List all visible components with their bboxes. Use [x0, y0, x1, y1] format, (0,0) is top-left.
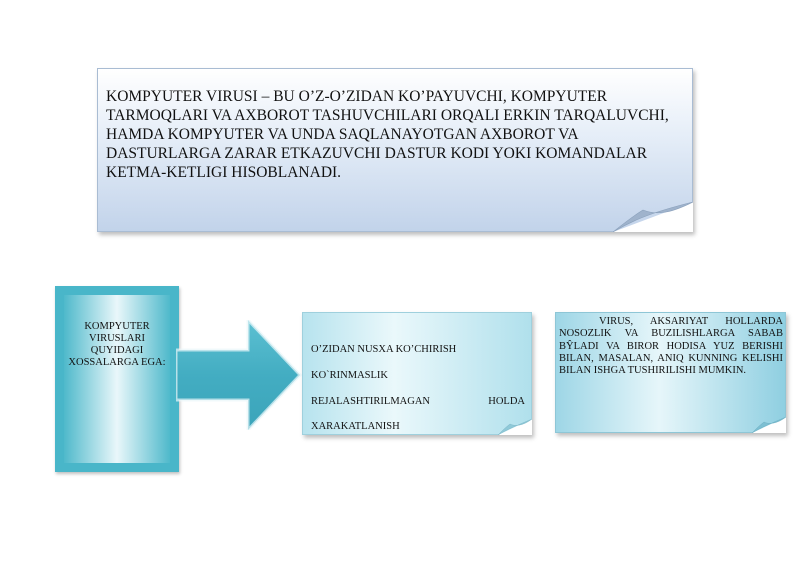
properties-label-panel	[64, 295, 170, 463]
definition-note	[97, 68, 693, 232]
properties-note	[302, 312, 532, 435]
page-curl-icon	[498, 419, 532, 435]
virus-behavior-note	[555, 312, 786, 433]
virus-behavior-text: VIRUS, AKSARIYAT HOLLARDA NOSOZLIK VA BUZILISHLARGA SABAB BŶLADI VA BIROR HODISA YUZ BERISHI BILAN, MASALAN, ANIQ KUNNING KELISHI BILAN ISHGA TUSHIRILISHI MUMKIN.	[559, 316, 783, 377]
page-curl-icon	[613, 202, 693, 232]
property-item	[311, 396, 525, 407]
property-item-word: HOLDA	[488, 396, 525, 407]
page-curl-icon	[752, 417, 786, 433]
definition-text: KOMPYUTER VIRUSI – BU O’Z-O’ZIDAN KO’PAYUVCHI, KOMPYUTER TARMOQLARI VA AXBOROT TASHUVCHILARI ORQALI ERKIN TARQALUVCHI, HAMDA KOMPYUTER VA UNDA SAQLANAYOTGAN AXBOROT VA DASTURLARGA ZARAR ETKAZUVCHI DASTUR KODI YOKI KOMANDALAR KETMA-KETLIGI HISOBLANADI.	[106, 88, 669, 181]
properties-label-box	[55, 286, 179, 472]
property-item: KO`RINMASLIK	[311, 370, 388, 381]
property-item: XARAKATLANISH	[311, 421, 400, 432]
right-arrow-icon	[176, 320, 302, 430]
property-item-word: REJALASHTIRILMAGAN	[311, 396, 430, 407]
properties-label-text: KOMPYUTER VIRUSLARI QUYIDAGI XOSSALARGA EGA:	[68, 321, 166, 368]
property-item: O’ZIDAN NUSXA KO’CHIRISH	[311, 344, 457, 355]
